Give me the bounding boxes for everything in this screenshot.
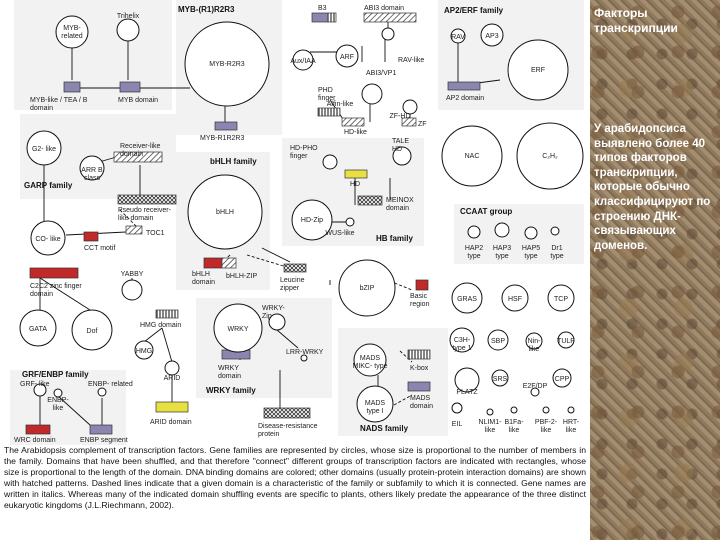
family-hd-pho bbox=[323, 155, 337, 169]
domain-cct bbox=[84, 232, 98, 241]
label-domain-leucine: Leucine zipper bbox=[280, 277, 305, 292]
domain-hd bbox=[345, 170, 367, 178]
label-yabby: YABBY bbox=[120, 271, 144, 278]
label-sbp: SBP bbox=[490, 338, 506, 345]
label-co-like: CO- like bbox=[35, 236, 61, 243]
label-dr1: Dr1 type bbox=[550, 245, 564, 260]
group-title-wrky: WRKY family bbox=[206, 386, 256, 395]
group-title-hb: HB family bbox=[376, 234, 413, 243]
label-domain-rav-like: RAV-like bbox=[398, 57, 425, 64]
label-domain-basic: Basic region bbox=[410, 293, 430, 308]
domain-myb-r1r2r3 bbox=[215, 122, 237, 130]
label-b1fa: B1Fa-like bbox=[504, 419, 524, 434]
label-domain-toc1: TOC1 bbox=[146, 230, 165, 237]
label-hap2: HAP2 type bbox=[464, 245, 484, 260]
sidebar-title: Факторы транскрипции bbox=[594, 6, 678, 35]
family-trihelix bbox=[117, 19, 139, 41]
family-hrt bbox=[568, 407, 574, 413]
domain-basic-region bbox=[416, 280, 428, 290]
label-domain-mads: MADS domain bbox=[410, 395, 433, 410]
family-nlim1 bbox=[487, 409, 493, 415]
domain-bhlh bbox=[204, 258, 222, 268]
family-eil bbox=[452, 403, 462, 413]
label-domain-bhlh: bHLH domain bbox=[192, 271, 215, 286]
family-alfin-like bbox=[362, 84, 382, 104]
label-tale-hd: TALE HD bbox=[392, 138, 409, 153]
domain-c2c2 bbox=[30, 268, 78, 278]
label-tcp: TCP bbox=[554, 296, 568, 303]
label-domain-hd-like: HD-like bbox=[344, 129, 367, 136]
domain-enbp-segment bbox=[90, 425, 112, 434]
label-bzip: bZIP bbox=[359, 285, 375, 292]
group-title-bhlh: bHLH family bbox=[210, 157, 257, 166]
domain-b3 bbox=[312, 13, 328, 22]
label-zf-hd: ZF-HD bbox=[389, 113, 411, 120]
label-arid: ARID bbox=[163, 375, 181, 382]
family-enbp-like bbox=[54, 389, 62, 397]
domain-ap2 bbox=[448, 82, 480, 90]
domain-phd bbox=[318, 108, 340, 116]
family-hap2 bbox=[468, 226, 480, 238]
label-nlim1: NLIM1-like bbox=[478, 419, 502, 434]
family-wus-like bbox=[346, 218, 354, 226]
label-hsf: HSF bbox=[508, 296, 522, 303]
label-domain-kbox: K-box bbox=[410, 365, 429, 372]
label-bhlh: bHLH bbox=[216, 209, 234, 216]
domain-abi3 bbox=[364, 13, 416, 22]
label-hd-pho: HD-PHO finger bbox=[290, 145, 318, 160]
domain-kbox bbox=[408, 350, 430, 359]
label-mads-type1: MADS type I bbox=[364, 400, 386, 415]
group-title-grf: GRF/ENBP family bbox=[22, 370, 89, 379]
label-domain-cct: CCT motif bbox=[84, 245, 116, 252]
label-hd-zip: HD-Zip bbox=[300, 217, 324, 224]
label-domain-pseudo: Pseudo receiver-like domain bbox=[118, 207, 171, 222]
family-yabby bbox=[122, 280, 142, 300]
label-pbf2: PBF-2-like bbox=[534, 419, 558, 434]
family-zf-hd bbox=[403, 100, 417, 114]
label-arr-b: ARR B class bbox=[81, 167, 103, 182]
label-domain-phd: PHD finger bbox=[318, 87, 336, 102]
group-title-nads: NADS family bbox=[360, 424, 409, 433]
label-trihelix: Trihelix bbox=[116, 13, 140, 20]
domain-leucine-zipper bbox=[284, 264, 306, 272]
panel-myb bbox=[14, 0, 172, 110]
label-domain-c2c2: C2C2 zinc finger domain bbox=[30, 283, 82, 298]
family-pbf2 bbox=[543, 407, 549, 413]
domain-disease-resistance bbox=[264, 408, 310, 418]
label-c3h: C3H-type 1 bbox=[452, 337, 472, 352]
label-domain-enbp: ENBP segment bbox=[80, 437, 128, 444]
label-nac: NAC bbox=[464, 153, 480, 160]
label-gata: GATA bbox=[28, 326, 48, 333]
label-hap3: HAP3 type bbox=[492, 245, 512, 260]
label-domain-hd: HD bbox=[350, 181, 361, 188]
group-title-myb: MYB-(R1)R2R3 bbox=[178, 5, 235, 14]
label-lrr-wrky: LRR-WRKY bbox=[286, 349, 324, 356]
label-g2-like: G2- like bbox=[31, 146, 57, 153]
label-domain-b3: B3 bbox=[318, 5, 327, 12]
label-enbp-related: ENBP- related bbox=[88, 381, 133, 388]
label-wrky-zip: WRKY-Zip bbox=[262, 305, 285, 320]
sidebar-body: У арабидопсиса выявлено более 40 типов факторов транскрипции, которые обычно классифицируют по строению ДНК-связывающих доменов. bbox=[594, 123, 711, 252]
family-arid bbox=[165, 361, 179, 375]
domain-toc1 bbox=[126, 226, 142, 234]
label-alfin-like: Alfin-like bbox=[326, 101, 354, 108]
label-domain-bhlh-zip: bHLH-ZIP bbox=[226, 273, 258, 280]
domain-b3-stripe bbox=[328, 13, 336, 22]
domain-hd-like bbox=[342, 118, 364, 126]
family-dr1 bbox=[551, 227, 559, 235]
group-title-ccaat: CCAAT group bbox=[460, 207, 513, 216]
label-domain-receiver: Receiver-like domain bbox=[120, 143, 161, 158]
label-domain-arid: ARID domain bbox=[150, 419, 192, 426]
label-hrt: HRT-like bbox=[562, 419, 580, 434]
family-b1fa bbox=[511, 407, 517, 413]
label-myb-r2r3: MYB-R2R3 bbox=[209, 61, 245, 68]
label-erf: ERF bbox=[531, 67, 545, 74]
label-domain-ap2: AP2 domain bbox=[446, 95, 485, 102]
label-grf-like: GRF- like bbox=[20, 381, 50, 388]
label-ap3: AP3 bbox=[485, 33, 499, 40]
label-eil: EIL bbox=[451, 421, 463, 428]
label-domain-myb: MYB domain bbox=[118, 97, 159, 104]
label-nin-like: Nin-like bbox=[527, 338, 541, 353]
group-title-garp: GARP family bbox=[24, 181, 73, 190]
label-gras: GRAS bbox=[457, 296, 477, 303]
label-domain-myb-r1r2r3: MYB-R1R2R3 bbox=[200, 135, 245, 142]
family-rav bbox=[382, 28, 394, 40]
domain-mads bbox=[408, 382, 430, 391]
label-aux-iaa: Aux/IAA bbox=[290, 58, 316, 65]
sidebar bbox=[590, 0, 720, 540]
label-c2h2: C₂H₂ bbox=[542, 153, 558, 160]
label-domain-abi3vp1: ABI3/VP1 bbox=[366, 70, 397, 77]
label-domain-meinox: MEINOX domain bbox=[386, 197, 414, 212]
label-domain-hmg: HMG domain bbox=[140, 322, 182, 329]
label-domain-zf: ZF bbox=[418, 121, 427, 128]
label-domain-abi3: ABI3 domain bbox=[364, 5, 405, 12]
domain-pseudo-receiver bbox=[118, 195, 176, 204]
family-myb-related bbox=[56, 16, 88, 48]
domain-bhlh-zip bbox=[222, 258, 236, 268]
label-rav: RAV bbox=[451, 34, 465, 41]
label-dof: Dof bbox=[86, 328, 98, 335]
label-cpp: CPP bbox=[554, 376, 570, 383]
label-wrky: WRKY bbox=[227, 326, 249, 333]
label-domain-wrky: WRKY domain bbox=[218, 365, 241, 380]
label-wus-like: WUS-like bbox=[325, 230, 355, 237]
group-title-ap2: AP2/ERF family bbox=[444, 6, 504, 15]
domain-arid bbox=[156, 402, 188, 412]
label-domain-wrc: WRC domain bbox=[14, 437, 56, 444]
family-hap3 bbox=[495, 223, 509, 237]
domain-hmg bbox=[156, 310, 178, 318]
label-myb-related: MYB-related bbox=[61, 25, 83, 40]
label-e2f-dp: E2F/DP bbox=[522, 383, 548, 390]
panel-nads bbox=[338, 328, 448, 436]
label-hmg: HMG bbox=[135, 348, 153, 355]
family-hap5 bbox=[525, 227, 537, 239]
label-arf: ARF bbox=[340, 54, 354, 61]
domain-myb-tea bbox=[64, 82, 80, 92]
label-enbp-like: ENBP-like bbox=[47, 397, 69, 412]
domain-myb bbox=[120, 82, 140, 92]
domain-wrc bbox=[26, 425, 50, 434]
label-srs: SRS bbox=[492, 376, 508, 383]
figure-caption: The Arabidopsis complement of transcription factors. Gene families are represented by circles, whose size is proportional to the number of members in the family. Domains that have been shuffled, and that therefore "connect" different groups of transcription factors are indicated with rectangles, whose size is proportional to the length of the domain. DNA binding domains are colored; other domains (usually protein-protein interaction domains) are shown with hatched patterns. Dashed lines indicate that a given domain is a characteristic of the family or subfamily to which it is connected. Gene names are written in italics. Whereas many of the indicated domain shuffling events are specific to plants, others likely predate the appearance of the three distinct eukaryotic kingdoms (J.L.Riechmann, 2002). bbox=[4, 445, 586, 510]
domain-meinox bbox=[358, 196, 382, 205]
family-enbp-related bbox=[98, 388, 106, 396]
label-domain-myb-tea: MYB-like / TEA / B domain bbox=[30, 97, 88, 112]
label-mads-mikc: MADS MIKC- type bbox=[352, 355, 388, 370]
label-hap5: HAP5 type bbox=[521, 245, 541, 260]
label-tulp: TULP bbox=[557, 338, 575, 345]
label-platz: PLATZ bbox=[456, 389, 478, 396]
label-domain-disease: Disease-resistance protein bbox=[258, 423, 318, 438]
